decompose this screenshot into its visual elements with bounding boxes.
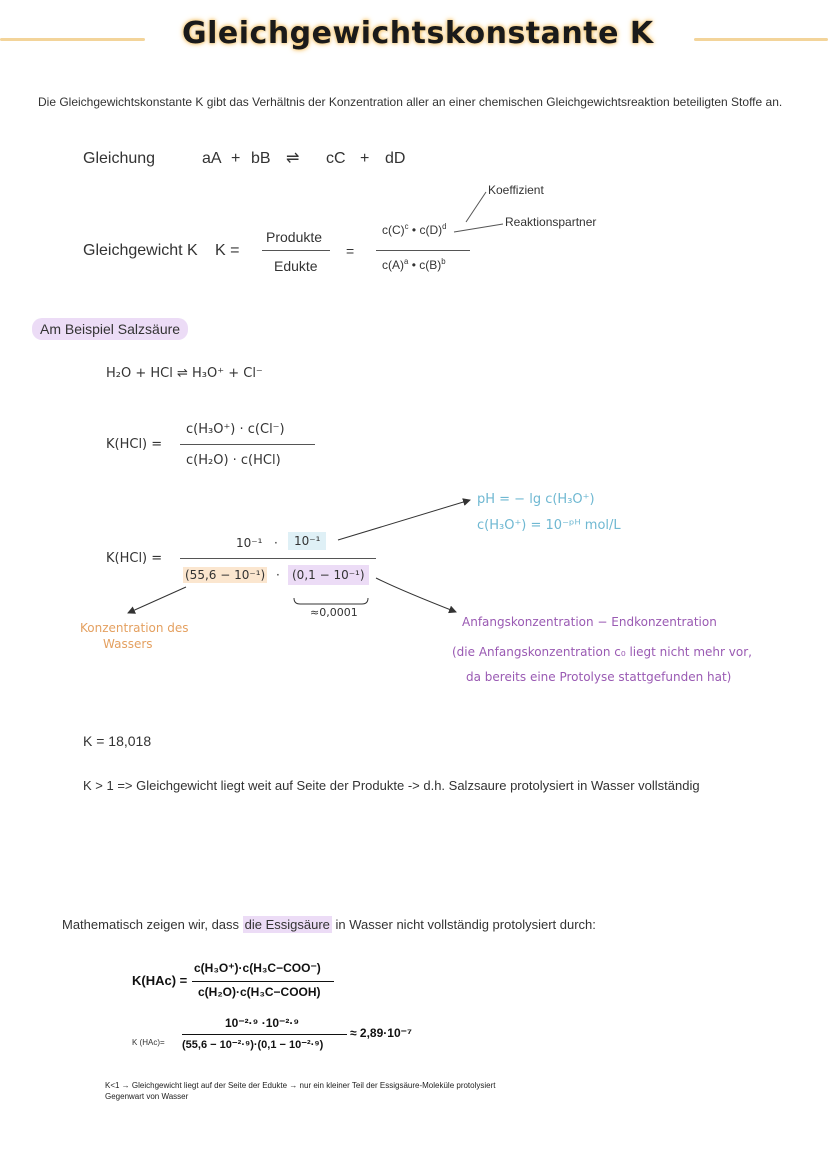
example-heading: Am Beispiel Salzsäure — [32, 318, 188, 340]
k-hcl-label-1: K(HCl) = — [106, 437, 163, 452]
approx-value: ≈0,0001 — [310, 606, 358, 619]
k2-num-b: 10⁻¹ — [288, 532, 326, 550]
koeffizient-annotation: Koeffizient — [488, 183, 544, 197]
equals-sign: = — [346, 243, 355, 259]
k2-den-b: (0,1 − 10⁻¹) — [288, 565, 369, 585]
acetic-intro-highlight: die Essigsäure — [244, 917, 330, 932]
k-value: K = 18,018 — [83, 733, 152, 749]
k-hcl-denominator: c(H₂O) · c(HCl) — [186, 453, 281, 468]
k-hac-fraction-line-2 — [182, 1034, 347, 1035]
k-hac-result: ≈ 2,89·10⁻⁷ — [350, 1026, 412, 1040]
equilibrium-label: Gleichgewicht K — [83, 242, 198, 259]
equation-dD: dD — [385, 150, 406, 167]
k2-num-a: 10⁻¹ — [236, 536, 263, 550]
k-equals: K = — [215, 242, 240, 259]
equation-cC: cC — [326, 150, 346, 167]
numerator-d: c(D) — [419, 223, 443, 237]
acetic-conclusion-1: K<1 → Gleichgewicht liegt auf der Seite der Edukte → nur ein kleiner Teil der Essigsäure-Moleküle protolysiert — [105, 1081, 496, 1090]
equation-arrow: ⇌ — [286, 150, 300, 167]
k-hac-num-2: 10⁻²·⁹ ·10⁻²·⁹ — [225, 1016, 300, 1030]
numerator-dot: • — [411, 223, 417, 237]
produkte-label: Produkte — [266, 229, 323, 245]
ph-definition: pH = − lg c(H₃O⁺) — [477, 492, 595, 507]
anf-line2: (die Anfangskonzentration c₀ liegt nicht mehr vor, — [452, 645, 752, 659]
anf-line1: Anfangskonzentration − Endkonzentration — [462, 615, 717, 629]
edukte-label: Edukte — [274, 258, 318, 274]
water-note-line1: Konzentration des — [80, 621, 189, 635]
equation-label: Gleichung — [83, 150, 156, 167]
reaktionspartner-annotation: Reaktionspartner — [505, 215, 597, 229]
exp-c: c — [404, 222, 409, 231]
intro-text: Die Gleichgewichtskonstante K gibt das Verhältnis der Konzentration aller an einer chemischen Gleichgewichtsreaktion beteiligten Stoffe an. — [38, 95, 783, 109]
denominator-dot: • — [411, 258, 416, 272]
acetic-conclusion-2: Gegenwart von Wasser — [105, 1092, 189, 1101]
k-conclusion: K > 1 => Gleichgewicht liegt weit auf Seite der Produkte -> d.h. Salzsaure protolysiert in Wasser vollständig — [83, 778, 700, 793]
equation-plus-1: + — [231, 150, 241, 167]
k-hac-denominator: c(H₂O)·c(H₃C−COOH) — [198, 985, 321, 999]
equation-plus-2: + — [360, 150, 370, 167]
k-hac-label: K(HAc) = — [132, 973, 188, 988]
anf-line3: da bereits eine Protolyse stattgefunden hat) — [466, 670, 732, 684]
k2-den-a-text: (55,6 − 10⁻¹) — [185, 568, 266, 582]
acetic-intro — [62, 917, 596, 932]
k-hac-numerator: c(H₃O⁺)·c(H₃C−COO⁻) — [194, 961, 321, 975]
exp-d: d — [442, 222, 447, 231]
k-hcl-label-2: K(HCl) = — [106, 551, 163, 566]
k-hac-label-2: K (HAc)= — [132, 1038, 165, 1047]
equation-bB: bB — [251, 150, 271, 167]
numerator-c: c(C) — [382, 223, 405, 237]
hcl-reaction: H₂O + HCl ⇌ H₃O⁺ + Cl⁻ — [106, 366, 263, 381]
k-hac-fraction-line — [192, 981, 334, 982]
k-hac-den-2: (55,6 − 10⁻²·⁹)·(0,1 − 10⁻²·⁹) — [182, 1039, 324, 1051]
page-title: Gleichgewichtskonstante K — [182, 16, 654, 51]
k2-den-dot: · — [276, 568, 280, 582]
k-hcl-numerator: c(H₃O⁺) · c(Cl⁻) — [186, 422, 285, 437]
acetic-intro-before: Mathematisch zeigen wir, dass — [62, 917, 243, 932]
water-note-line2: Wassers — [103, 637, 153, 651]
exp-a: a — [404, 257, 409, 266]
denominator-a: c(A) — [382, 258, 404, 272]
acetic-intro-after: in Wasser nicht vollständig protolysiert durch: — [331, 917, 596, 932]
denominator-b: c(B) — [419, 258, 442, 272]
k2-num-dot: · — [274, 536, 278, 550]
exp-b: b — [441, 257, 446, 266]
h3o-concentration: c(H₃O⁺) = 10⁻ᵖᴴ mol/L — [477, 518, 621, 533]
equation-aA: aA — [202, 150, 222, 167]
